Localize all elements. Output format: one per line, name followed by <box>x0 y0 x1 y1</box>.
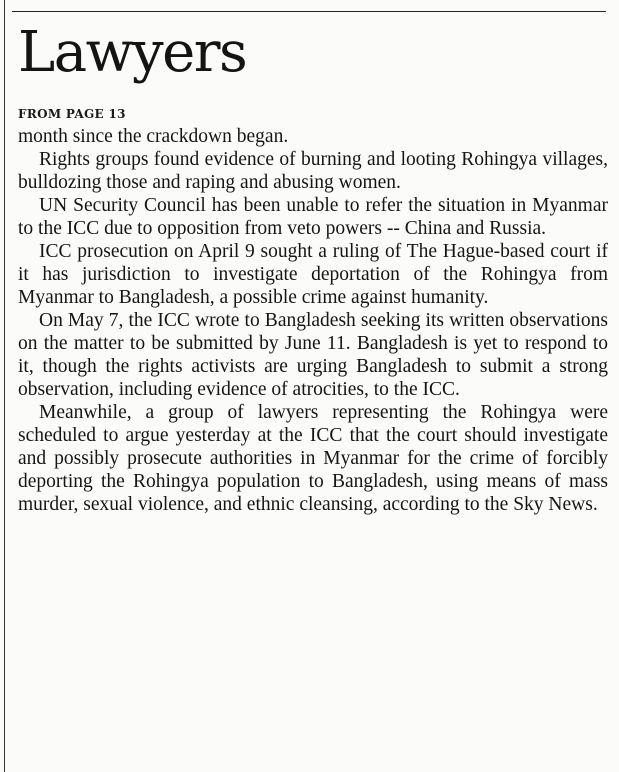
headline: Lawyers <box>18 20 247 85</box>
paragraph: On May 7, the ICC wrote to Bangladesh seeking its written observations on the matter to be submitted by June 11. Bangladesh is yet to respond to it, though the rights activists are urging Bangladesh to submit a strong observation, including evidence of atrocities, to the ICC. <box>18 310 608 400</box>
top-rule <box>12 11 606 12</box>
article-body <box>18 125 608 516</box>
jump-line: FROM PAGE 13 <box>18 107 126 121</box>
paragraph-continued: month since the crackdown began. <box>18 126 289 147</box>
paragraph: Rights groups found evidence of burning and looting Rohingya villages, bulldozing those and raping and abusing women. <box>18 149 608 193</box>
paragraph: Meanwhile, a group of lawyers representing the Rohingya were scheduled to argue yesterday at the ICC that the court should investigate and possibly prosecute authorities in Myanmar for the crime of forcibly deporting the Rohingya population to Bangladesh, using means of mass murder, sexual violence, and ethnic cleansing, according to the Sky News. <box>18 402 608 515</box>
column-border <box>4 0 5 772</box>
paragraph: UN Security Council has been unable to refer the situation in Myanmar to the ICC due to opposition from veto powers -- China and Russia. <box>18 195 608 239</box>
paragraph: ICC prosecution on April 9 sought a ruling of The Hague-based court if it has jurisdiction to investigate deportation of the Rohingya from Myanmar to Bangladesh, a possible crime against humanity. <box>18 241 608 308</box>
